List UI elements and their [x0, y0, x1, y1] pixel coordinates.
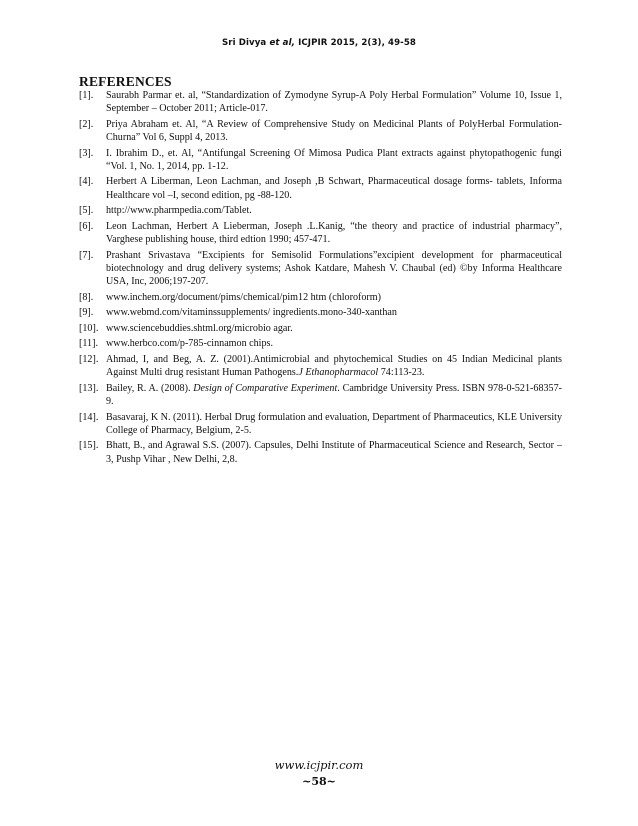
reference-number: [11].	[79, 338, 98, 350]
page-number: ~58~	[302, 775, 336, 788]
running-header	[0, 38, 638, 48]
reference-text-main: Ahmad, I, and Beg, A. Z. (2001).Antimicrobial and phytochemical Studies on 45 Indian Medicinal plants Against Multi drug resistant Human Pathogens.	[106, 353, 562, 379]
reference-link: www.herbco.com/p-785-cinnamon chips.	[106, 338, 273, 350]
reference-text	[106, 353, 562, 379]
references-list	[79, 89, 562, 468]
reference-number: [5].	[79, 205, 94, 217]
reference-item	[79, 353, 562, 379]
reference-text-main: Bailey, R. A. (2008).	[106, 382, 194, 394]
reference-item	[79, 249, 562, 289]
reference-link: www.sciencebuddies.shtml.org/microbio agar.	[106, 322, 293, 334]
reference-item	[79, 175, 562, 201]
reference-item	[79, 89, 562, 115]
header-journal: ICJPIR 2015, 2(3), 49-58	[294, 38, 417, 48]
reference-item	[79, 147, 562, 173]
reference-text-tail: 74:113-23.	[378, 367, 425, 379]
references-heading: REFERENCES	[79, 74, 172, 89]
reference-link: www.webmd.com/vitaminssupplements/ ingredients.mono-340-xanthan	[106, 307, 397, 319]
reference-journal-name: J Ethanopharmacol	[298, 367, 379, 379]
reference-number: [12].	[79, 353, 99, 365]
reference-item	[79, 322, 562, 335]
reference-item	[79, 291, 562, 304]
reference-number: [10].	[79, 322, 99, 334]
reference-number: [6].	[79, 220, 94, 232]
reference-text: Leon Lachman, Herbert A Lieberman, Joseph .L.Kanig, “the theory and practice of industrial pharmacy”, Varghese publishing house, third edtion 1990; 457-471.	[106, 220, 562, 245]
reference-book-title: Design of Comparative Experiment	[193, 382, 338, 394]
reference-number: [8].	[79, 291, 94, 303]
reference-number: [13].	[79, 382, 99, 394]
reference-number: [9].	[79, 307, 94, 319]
reference-text: I. Ibrahim D., et. Al, “Antifungal Screening Of Mimosa Pudica Plant extracts against phytopathogenic fungi “Vol. 1, No. 1, 2014, pp. 1-12.	[106, 147, 562, 172]
reference-text: Prashant Srivastava “Excipients for Semisolid Formulations”excipient development for pharmaceutical biotechnology and drug delivery systems; Ashok Katdare, Mahesh V. Chaubal (ed) ©by Informa Healthcare USA, Inc, 2006;197-207.	[106, 249, 562, 287]
reference-number: [15].	[79, 440, 99, 452]
reference-link: www.inchem.org/document/pims/chemical/pim12 htm (chloroform)	[106, 291, 381, 303]
reference-number: [3].	[79, 147, 94, 159]
reference-number: [4].	[79, 176, 94, 188]
reference-link: http://www.pharmpedia.com/Tablet.	[106, 205, 252, 217]
reference-text: Saurabh Parmar et. al, “Standardization of Zymodyne Syrup-A Poly Herbal Formulation” Volume 10, Issue 1, September – October 2011; Article-017.	[106, 90, 562, 115]
reference-item	[79, 439, 562, 465]
reference-text	[106, 382, 562, 408]
reference-number: [1].	[79, 90, 94, 101]
reference-item	[79, 220, 562, 246]
reference-item	[79, 382, 562, 408]
reference-item	[79, 306, 562, 319]
reference-text: Bhatt, B., and Agrawal S.S. (2007). Capsules, Delhi Institute of Pharmaceutical Science and Research, Sector – 3, Pushp Vihar , New Delhi, 2,8.	[106, 440, 562, 465]
reference-text: Basavaraj, K N. (2011). Herbal Drug formulation and evaluation, Department of Pharmaceutics, KLE University College of Pharmacy, Belgium, 2-5.	[106, 411, 562, 436]
reference-text: Priya Abraham et. Al, “A Review of Comprehensive Study on Medicinal Plants of PolyHerbal Formulation- Churna” Vol 6, Suppl 4, 2013.	[106, 118, 562, 143]
reference-text: Herbert A Liberman, Leon Lachman, and Joseph ,B Schwart, Pharmaceutical dosage forms- tablets, Informa Healthcare vol –I, second edition, pg -88-120.	[106, 176, 562, 201]
reference-item	[79, 204, 562, 217]
reference-number: [2].	[79, 118, 94, 130]
reference-item	[79, 337, 562, 350]
reference-text-tail: . Cambridge University Press. ISBN 978-0-521-68357-9.	[106, 382, 562, 407]
header-etal: et al,	[269, 38, 295, 48]
reference-number: [14].	[79, 411, 99, 423]
reference-item	[79, 411, 562, 437]
footer-website: www.icjpir.com	[274, 758, 364, 772]
header-author: Sri Divya	[221, 38, 270, 48]
reference-number: [7].	[79, 249, 94, 261]
reference-item	[79, 118, 562, 144]
